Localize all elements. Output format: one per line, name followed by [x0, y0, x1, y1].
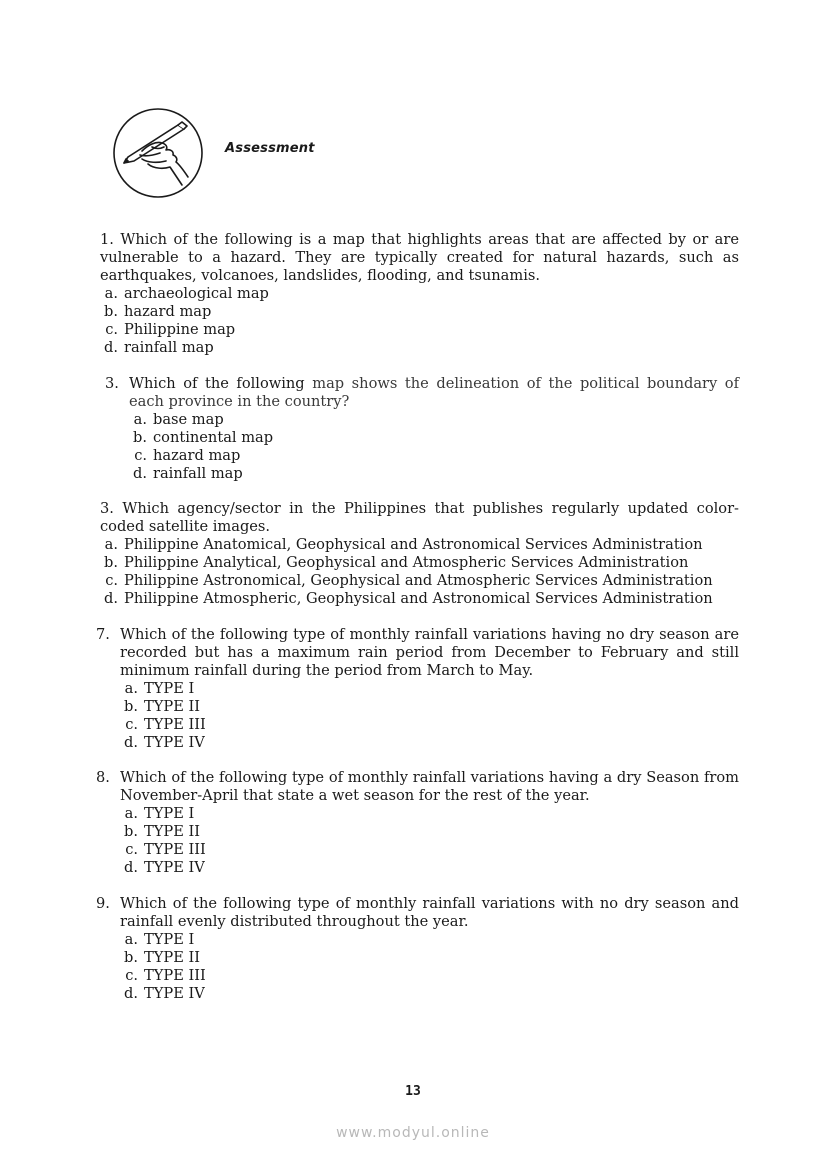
- choice-item: [120, 805, 739, 823]
- choice-item: [120, 985, 739, 1003]
- question-9: [96, 895, 739, 1003]
- choice-letter: a.: [104, 285, 118, 302]
- choice-text: TYPE III: [144, 967, 206, 984]
- choice-text: TYPE IV: [144, 859, 205, 876]
- choice-letter: d.: [133, 465, 147, 482]
- question-8: [96, 769, 739, 877]
- question-stem: 1. Which of the following is a map that highlights areas that are affected by or are vulnerable to a hazard. They are typically created for natural hazards, such as earthquakes, volcanoes, landslides, flooding, and tsunamis.: [100, 231, 739, 284]
- choice-letter: a.: [124, 680, 138, 697]
- choice-item: [100, 590, 739, 608]
- question-stem: Which of the following type of monthly rainfall variations having a dry Season from November-April that state a wet season for the rest of the year.: [120, 769, 739, 804]
- question-stem-rest: map shows the delineation of the political boundary of each province in the country?: [129, 375, 739, 410]
- choice-item: [100, 572, 739, 590]
- choice-text: TYPE III: [144, 841, 206, 858]
- choice-text: Philippine Anatomical, Geophysical and Astronomical Services Administration: [124, 536, 703, 553]
- choice-list: [129, 411, 739, 483]
- choice-item: [100, 536, 739, 554]
- choice-letter: a.: [124, 805, 138, 822]
- watermark: www.modyul.online: [336, 1125, 490, 1141]
- choice-text: hazard map: [153, 447, 241, 464]
- choice-item: [120, 823, 739, 841]
- choice-letter: a.: [104, 536, 118, 553]
- page-number: 13: [405, 1084, 421, 1099]
- choice-letter: c.: [105, 572, 118, 589]
- choice-text: TYPE II: [144, 949, 201, 966]
- choice-item: [129, 429, 739, 447]
- choice-text: Philippine Analytical, Geophysical and Atmospheric Services Administration: [124, 554, 689, 571]
- choice-item: [120, 967, 739, 985]
- hand-writing-with-pencil-icon: [112, 107, 204, 199]
- choice-item: [120, 680, 739, 698]
- choice-letter: b.: [124, 698, 138, 715]
- choice-list: [120, 680, 739, 752]
- question-stem-lead: Which of the following: [129, 375, 305, 392]
- choice-text: rainfall map: [124, 339, 214, 356]
- choice-text: TYPE IV: [144, 734, 205, 751]
- choice-letter: d.: [124, 734, 138, 751]
- choice-item: [100, 554, 739, 572]
- choice-letter: c.: [134, 447, 147, 464]
- choice-item: [120, 698, 739, 716]
- choice-letter: b.: [104, 303, 118, 320]
- choice-text: TYPE IV: [144, 985, 205, 1002]
- choice-letter: d.: [104, 339, 118, 356]
- choice-text: archaeological map: [124, 285, 269, 302]
- choice-text: TYPE III: [144, 716, 206, 733]
- choice-item: [100, 303, 739, 321]
- choice-text: hazard map: [124, 303, 212, 320]
- choice-letter: d.: [124, 859, 138, 876]
- choice-item: [120, 931, 739, 949]
- question-stem: Which of the following type of monthly rainfall variations with no dry season and rainfall evenly distributed throughout the year.: [120, 895, 739, 930]
- choice-item: [100, 339, 739, 357]
- question-number: 8.: [96, 769, 110, 786]
- choice-letter: b.: [124, 823, 138, 840]
- choice-letter: b.: [104, 554, 118, 571]
- choice-list: [100, 285, 739, 357]
- choice-item: [129, 411, 739, 429]
- choice-letter: d.: [104, 590, 118, 607]
- choice-item: [120, 859, 739, 877]
- question-stem: 3. Which agency/sector in the Philippines that publishes regularly updated color-coded satellite images.: [100, 500, 739, 535]
- choice-letter: c.: [125, 841, 138, 858]
- choice-letter: c.: [125, 967, 138, 984]
- choice-text: Philippine map: [124, 321, 236, 338]
- question-1: [100, 231, 739, 357]
- choice-text: TYPE I: [144, 680, 195, 697]
- choice-item: [100, 321, 739, 339]
- choice-item: [129, 447, 739, 465]
- choice-text: TYPE II: [144, 698, 201, 715]
- choice-text: continental map: [153, 429, 274, 446]
- assessment-heading: Assessment: [225, 141, 315, 156]
- choice-letter: a.: [133, 411, 147, 428]
- choice-item: [100, 285, 739, 303]
- choice-item: [120, 734, 739, 752]
- choice-text: TYPE I: [144, 931, 195, 948]
- choice-list: [120, 931, 739, 1003]
- choice-item: [120, 841, 739, 859]
- question-3: [100, 500, 739, 608]
- choice-text: Philippine Astronomical, Geophysical and Atmospheric Services Administration: [124, 572, 713, 589]
- choice-letter: c.: [125, 716, 138, 733]
- choice-text: TYPE II: [144, 823, 201, 840]
- choice-item: [120, 949, 739, 967]
- choice-letter: b.: [133, 429, 147, 446]
- choice-letter: b.: [124, 949, 138, 966]
- choice-letter: d.: [124, 985, 138, 1002]
- question-stem: Which of the following type of monthly rainfall variations having no dry season are recorded but has a maximum rain period from December to February and still minimum rainfall during the period from March to May.: [120, 626, 739, 679]
- choice-letter: a.: [124, 931, 138, 948]
- choice-text: base map: [153, 411, 224, 428]
- choice-text: TYPE I: [144, 805, 195, 822]
- choice-letter: c.: [105, 321, 118, 338]
- question-number: 9.: [96, 895, 110, 912]
- choice-list: [120, 805, 739, 877]
- question-2: [105, 375, 739, 483]
- question-number: 7.: [96, 626, 110, 643]
- question-number: 3.: [105, 375, 119, 392]
- choice-text: Philippine Atmospheric, Geophysical and Astronomical Services Administration: [124, 590, 713, 607]
- choice-item: [120, 716, 739, 734]
- choice-item: [129, 465, 739, 483]
- choice-list: [100, 536, 739, 608]
- choice-text: rainfall map: [153, 465, 243, 482]
- question-7: [96, 626, 739, 752]
